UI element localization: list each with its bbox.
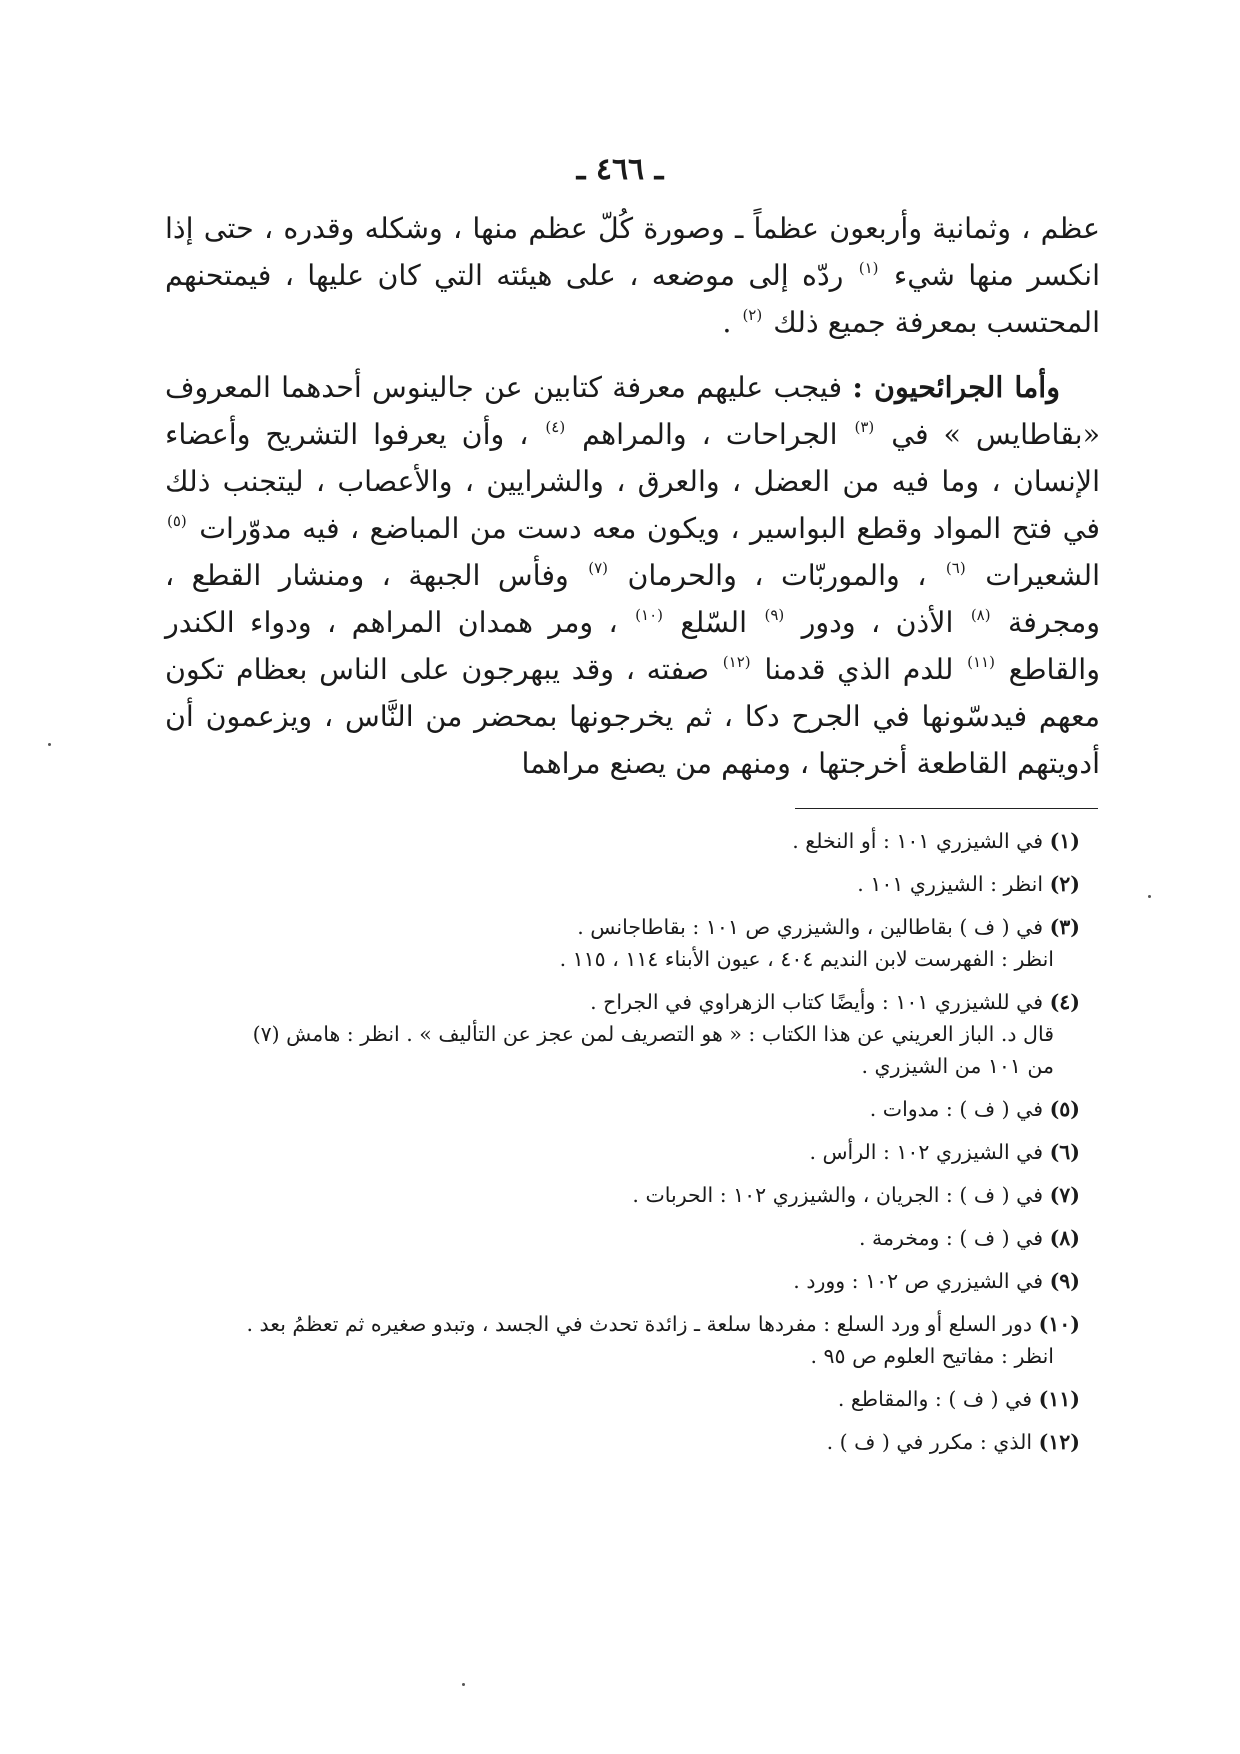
footnote	[150, 1093, 1080, 1125]
footnote	[150, 1426, 1080, 1458]
text-run: ردّه إلى موضعه ، على هيئته التي كان عليها ، فيمتحنهم المحتسب بمعرفة جميع ذلك	[165, 259, 1100, 339]
text-run: ، والموربّات ، والحرمان	[627, 559, 927, 592]
footnote-text: انظر : الشيزري ١٠١ .	[857, 872, 1044, 896]
footnote-number: (١٠)	[1038, 1312, 1080, 1336]
scan-speck	[462, 1683, 465, 1686]
footnote-marker[interactable]: (١)	[858, 259, 879, 277]
footnote-text: في ( ف ) : ومخرمة .	[858, 1226, 1044, 1250]
text-run: ، ومر همدان المراهم ، ودواء الكندر والقاطع	[165, 606, 1100, 686]
text-run: عظم ، وثمانية وأربعون عظماً ـ وصورة كُلّ عظم منها ، وشكله وقدره ، حتى إذا انكسر منها شيء	[165, 212, 1101, 292]
footnote-marker[interactable]: (٥)	[167, 512, 187, 530]
text-run: الجراحات ، والمراهم	[582, 418, 838, 451]
footnote	[150, 825, 1080, 857]
footnote-marker[interactable]: (١٢)	[722, 653, 751, 671]
footnote-text: في الشيزري ١٠٢ : الرأس .	[809, 1140, 1044, 1164]
text-run: وفأس الجبهة ، ومنشار القطع ، ومجرفة	[165, 559, 1101, 639]
footnote	[132, 1308, 1080, 1372]
footnote-text: في الشيزري ص ١٠٢ : وورد .	[793, 1269, 1044, 1293]
text-run: فيجب عليهم معرفة كتابين عن جالينوس أحدهما المعروف «بقاطايس » في	[165, 371, 1101, 451]
footnote	[150, 1136, 1080, 1168]
footnote	[150, 911, 1080, 975]
footnote-text: دور السلع أو ورد السلع : مفردها سلعة ـ زائدة تحدث في الجسد ، وتبدو صغيره ثم تعظمُ بعد .	[246, 1312, 1033, 1336]
text-run: ، وأن يعرفوا التشريح وأعضاء الإنسان ، وما فيه من العضل ، والعرق ، والشرايين ، والأعصاب ، ليتجنب ذلك في فتح المواد وقطع البواسير ، ويكون معه دست من المباضع ، فيه مدوّرات	[165, 418, 1100, 545]
footnote	[150, 868, 1080, 900]
footnote-marker[interactable]: (١١)	[967, 653, 995, 671]
footnote-marker[interactable]: (٤)	[545, 418, 566, 436]
footnotes-section	[150, 825, 1080, 1469]
text-run: .	[722, 306, 732, 339]
text-run: للدم الذي قدمنا	[764, 653, 954, 686]
scan-speck	[1148, 895, 1151, 898]
footnote-number: (١٢)	[1038, 1430, 1080, 1454]
text-run: الشعيرات	[985, 559, 1101, 592]
footnote-continuation: انظر : الفهرست لابن النديم ٤٠٤ ، عيون الأبناء ١١٤ ، ١١٥ .	[559, 947, 1054, 971]
footnote-number: (٤)	[1049, 990, 1080, 1014]
footnote-text: في للشيزري ١٠١ : وأيضًا كتاب الزهراوي في الجراح .	[590, 990, 1044, 1014]
footnote-marker[interactable]: (٣)	[854, 418, 875, 436]
scan-speck	[48, 743, 51, 746]
footnote	[132, 986, 1080, 1082]
footnote-marker[interactable]: (٢)	[742, 306, 763, 324]
footnote-text: في ( ف ) : الجريان ، والشيزري ١٠٢ : الحربات .	[632, 1183, 1044, 1207]
footnote-number: (٥)	[1049, 1097, 1080, 1121]
text-run: الأذن ، ودور	[801, 606, 954, 639]
footnote-number: (٦)	[1049, 1140, 1080, 1164]
footnote-text: في ( ف ) بقاطالين ، والشيزري ص ١٠١ : بقاطاجانس .	[577, 915, 1044, 939]
footnote	[150, 1265, 1080, 1297]
footnote-marker[interactable]: (٨)	[970, 606, 991, 624]
footnote-marker[interactable]: (٦)	[945, 559, 966, 577]
paragraph	[165, 205, 1100, 346]
footnote-number: (٢)	[1049, 872, 1080, 896]
footnote-text: في ( ف ) : والمقاطع .	[837, 1387, 1033, 1411]
footnote-number: (١١)	[1038, 1387, 1080, 1411]
footnote-marker[interactable]: (١٠)	[635, 606, 663, 624]
footnote-continuation: من ١٠١ من الشيزري .	[861, 1054, 1054, 1078]
footnote-marker[interactable]: (٧)	[588, 559, 608, 577]
footnote-text: في الشيزري ١٠١ : أو النخلع .	[792, 829, 1044, 853]
footnote	[150, 1222, 1080, 1254]
footnote-number: (١)	[1049, 829, 1080, 853]
footnote-divider	[795, 808, 1098, 809]
text-run: السّلع	[680, 606, 748, 639]
text-run: صفته ، وقد يبهرجون على الناس بعظام تكون معهم فيدسّونها في الجرح دكا ، ثم يخرجونها بمحضر من النَّاس ، ويزعمون أن أدويتهم القاطعة أخرجتها ، ومنهم من يصنع مراهما	[165, 653, 1100, 780]
page-number: ـ ٤٦٦ ـ	[576, 152, 664, 187]
paragraph	[165, 364, 1100, 787]
footnote-continuation: انظر : مفاتيح العلوم ص ٩٥ .	[810, 1344, 1054, 1368]
footnote	[150, 1179, 1080, 1211]
footnote-number: (٣)	[1049, 915, 1080, 939]
footnote-text: الذي : مكرر في ( ف ) .	[826, 1430, 1033, 1454]
main-text	[165, 205, 1100, 787]
footnote-number: (٧)	[1049, 1183, 1080, 1207]
footnote-continuation: قال د. الباز العريني عن هذا الكتاب : « هو التصريف لمن عجز عن التأليف » . انظر : هامش (٧)	[252, 1022, 1054, 1046]
footnote-number: (٨)	[1049, 1226, 1080, 1250]
paragraph-heading: وأما الجرائحيون :	[852, 370, 1060, 404]
footnote	[150, 1383, 1080, 1415]
footnote-text: في ( ف ) : مدوات .	[869, 1097, 1044, 1121]
footnote-number: (٩)	[1049, 1269, 1080, 1293]
footnote-marker[interactable]: (٩)	[764, 606, 785, 624]
